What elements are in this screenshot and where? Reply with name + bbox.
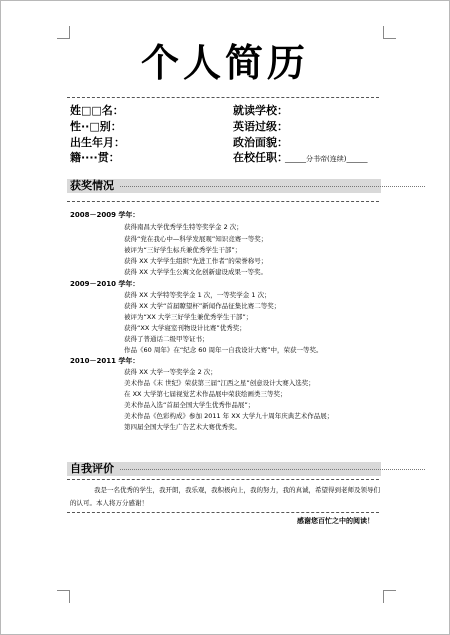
self-eval-divider	[67, 479, 379, 480]
margin-corner-bottom-right	[383, 590, 396, 603]
award-item: 在 XX 大学第七届视觉艺术作品展中荣获绘画类三等奖；	[124, 390, 287, 398]
award-item: 被评为“三好学生标兵兼优秀学生干部”；	[124, 246, 242, 254]
award-item: 获得 XX 大学学生公寓文化创新建设成果一等奖。	[124, 268, 268, 276]
birth-label: 出生年月：	[70, 136, 125, 149]
award-item: 被评为“XX 大学三好学生兼优秀学生干部”；	[124, 313, 253, 321]
award-item: 美术作品入选“首届全国大学生优秀作品展”；	[124, 401, 255, 409]
awards-divider	[67, 201, 379, 202]
award-item: 美术作品《色彩构成》参加 2011 年 XX 大学九十周年庆典艺术作品展；	[124, 412, 334, 420]
award-item: 获得南昌大学优秀学生特等奖学金 2 次；	[124, 223, 243, 231]
award-item: 获得“党在我心中—科学发展观”知识竞赛一等奖；	[124, 235, 268, 243]
english-label: 英语过级：	[233, 120, 288, 133]
award-item: 获得 XX 大学学生组织“先进工作者”的荣誉称号；	[124, 257, 268, 265]
self-eval-section-leader	[120, 469, 425, 470]
award-item: 获得 XX 大学一等奖学金 2 次；	[124, 368, 217, 376]
footer-divider	[67, 512, 379, 513]
award-item: 获得“XX 大学寝室刊物设计比赛”优秀奖；	[124, 324, 246, 332]
award-item: 获得 XX 大学“首届瞭望杯”新闻作品征集比赛二等奖；	[124, 302, 281, 310]
award-item: 作品《60 周年》在“纪念 60 周年一自我设计大赛”中，荣获一等奖。	[124, 346, 323, 354]
margin-corner-bottom-left	[57, 590, 70, 603]
awards-section-leader	[120, 186, 425, 187]
year-2008-label: 2008－2009 学年：	[70, 211, 140, 219]
awards-section-title: 获奖情况	[70, 179, 114, 192]
self-eval-section-title: 自我评价	[70, 462, 114, 475]
position-value	[285, 150, 367, 167]
political-label: 政治面貌：	[233, 136, 288, 149]
self-eval-text: 我是一名优秀的学生，我开朗，我乐观，我积极向上，我的努力，我的真诚，希望得到老师及领导们的认可。本人将万分感谢！	[70, 486, 380, 507]
gender-label: 性··□别：	[70, 120, 122, 133]
year-2010-label: 2010－2011 学年：	[70, 357, 140, 365]
award-item: 获得 XX 大学特等奖学金 1 次，一等奖学金 1 次；	[124, 291, 271, 299]
school-label: 就读学校：	[233, 104, 288, 117]
thanks-note: 感谢您百忙之中的阅读！	[297, 517, 374, 525]
award-item: 美术作品《末 世纪》荣获第三届“江西之星”创意设计大赛入选奖；	[124, 379, 315, 387]
title-divider	[67, 97, 379, 98]
resume-title: 个人简历	[140, 41, 309, 85]
award-item: 第四届全国大学生广告艺术大赛优秀奖。	[124, 423, 241, 431]
name-label: 姓□□名：	[70, 104, 124, 117]
origin-label: 籍····贯：	[70, 151, 120, 164]
award-item: 获得了普通话二级甲等证书；	[124, 335, 209, 343]
position-value-text: ______分书帝(连续)______	[285, 155, 368, 163]
position-label: 在校任职：	[233, 151, 288, 164]
year-2009-label: 2009－2010 学年：	[70, 280, 140, 288]
